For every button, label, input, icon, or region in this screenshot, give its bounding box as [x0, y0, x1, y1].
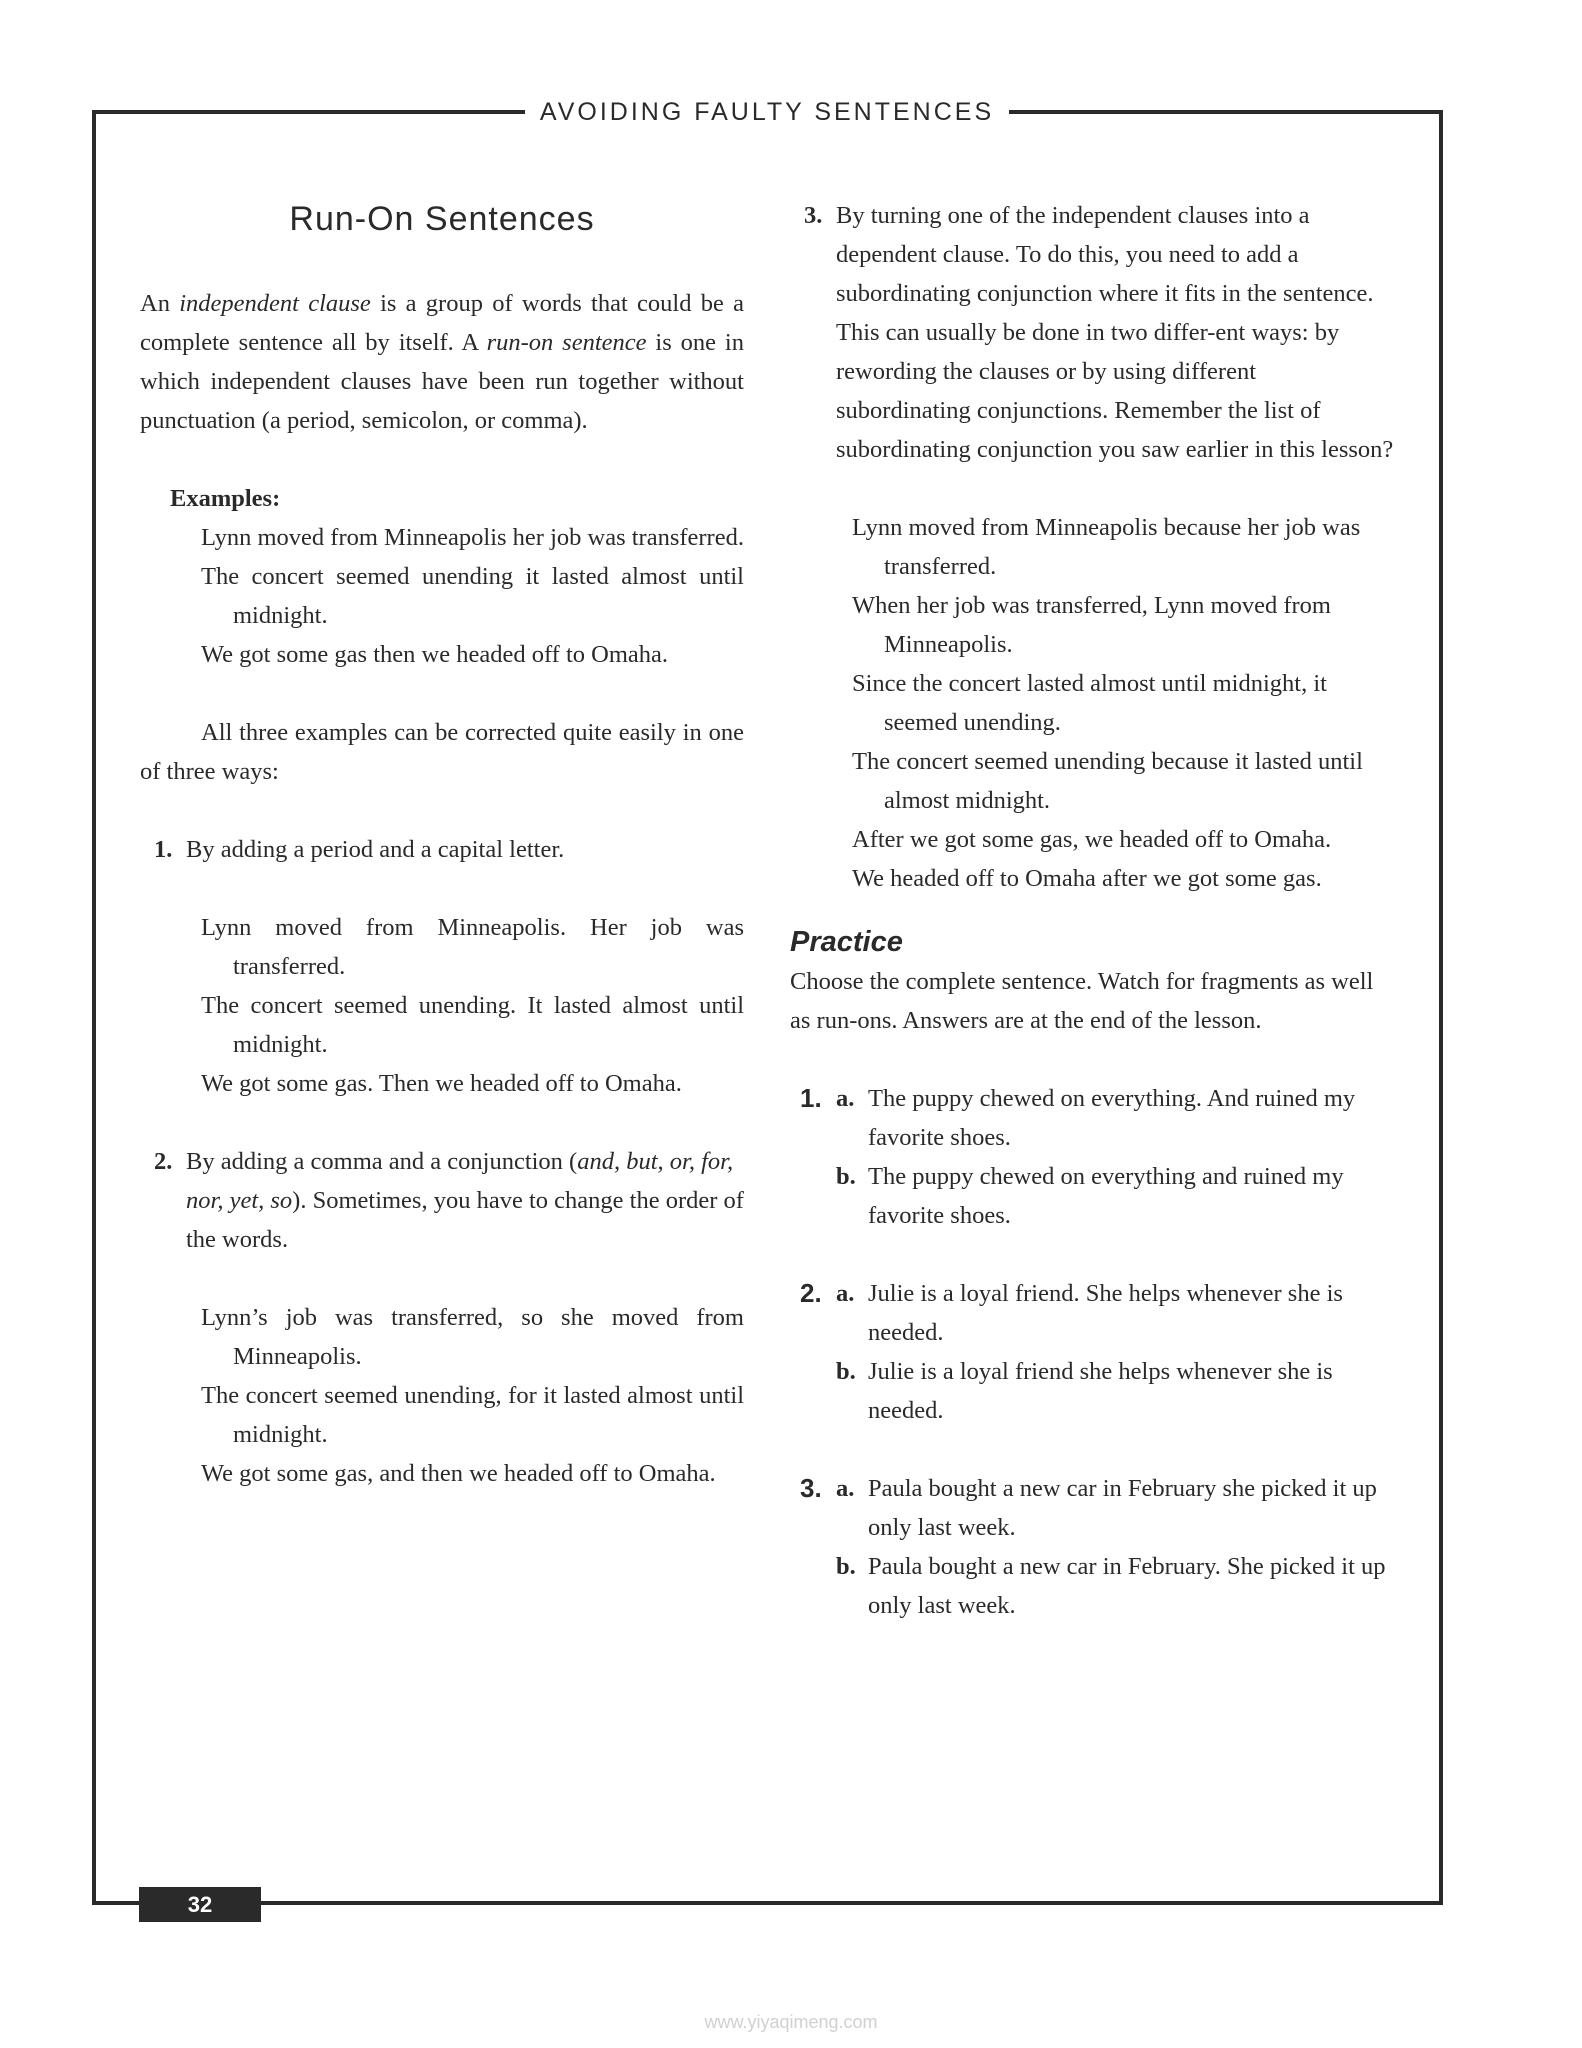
- method-number: 3.: [804, 202, 823, 229]
- example-item: When her job was transferred, Lynn moved from Minneapolis.: [852, 592, 1331, 658]
- example-item: Since the concert lasted almost until midnight, it seemed unending.: [852, 670, 1327, 736]
- method-text: By turning one of the independent clauses into a dependent clause. To do this, you need to add a subordinating conjunction where it fits in the sentence. This can usually be done in two differ-ent ways: by rewording the clauses or by using different subordinating conjunctions. Remember the list of subordinating conjunction you saw earlier in this lesson?: [836, 202, 1394, 463]
- example-item: We headed off to Omaha after we got some gas.: [852, 865, 1322, 892]
- examples-list: [140, 518, 744, 674]
- practice-question-1: [790, 1079, 1395, 1235]
- method-text: By adding a period and a capital letter.: [186, 836, 565, 863]
- option-text: The puppy chewed on everything. And ruined my favorite shoes.: [868, 1085, 1356, 1151]
- practice-heading: Practice: [790, 926, 903, 958]
- conjunction-list: and, but, or, for, nor, yet, so: [186, 1148, 734, 1214]
- answer-option-a[interactable]: [790, 1469, 1395, 1547]
- method-number: 2.: [154, 1148, 173, 1175]
- option-letter: a.: [836, 1085, 855, 1112]
- option-text: The puppy chewed on everything and ruined my favorite shoes.: [868, 1163, 1344, 1229]
- term-run-on-sentence: run-on sentence: [486, 329, 647, 356]
- option-letter: b.: [836, 1553, 856, 1580]
- example-item: The concert seemed unending. It lasted almost until midnight.: [201, 992, 744, 1058]
- example-item: We got some gas. Then we headed off to Omaha.: [201, 1070, 682, 1097]
- page-title: Run-On Sentences: [289, 200, 595, 238]
- examples-label: Examples:: [170, 485, 281, 512]
- answer-option-b[interactable]: [790, 1352, 1395, 1430]
- correction-intro: All three examples can be corrected quite easily in one of three ways:: [140, 719, 744, 785]
- page-number: 32: [139, 1887, 261, 1922]
- frame-right-rule: [1439, 110, 1443, 1905]
- option-letter: a.: [836, 1475, 855, 1502]
- answer-option-b[interactable]: [790, 1547, 1395, 1625]
- intro-paragraph: An independent clause is a group of words that could be a complete sentence all by itself. A run-on sentence is one in which independent clauses have been run together without punctuation (a period, semicolon, or comma).: [140, 290, 745, 434]
- question-number: 1.: [800, 1083, 822, 1113]
- term-independent-clause: independent clause: [179, 290, 371, 317]
- option-letter: a.: [836, 1280, 855, 1307]
- example-item: Lynn moved from Minneapolis her job was transferred.: [201, 524, 744, 551]
- frame-top-right-rule: [1009, 110, 1443, 114]
- left-column: [140, 196, 744, 1493]
- option-text: Julie is a loyal friend. She helps whenever she is needed.: [868, 1280, 1343, 1346]
- method-number: 1.: [154, 836, 173, 863]
- right-column: [790, 196, 1395, 1625]
- option-text: Paula bought a new car in February she picked it up only last week.: [868, 1475, 1377, 1541]
- method-3-examples: [790, 508, 1395, 898]
- example-item: Lynn’s job was transferred, so she moved from Minneapolis.: [201, 1304, 744, 1370]
- option-text: Paula bought a new car in February. She picked it up only last week.: [868, 1553, 1386, 1619]
- method-3: [790, 196, 1395, 469]
- frame-top-left-rule: [92, 110, 525, 114]
- frame-left-rule: [92, 110, 96, 1905]
- question-number: 3.: [800, 1473, 822, 1503]
- example-item: Lynn moved from Minneapolis. Her job was transferred.: [201, 914, 744, 980]
- example-item: The concert seemed unending it lasted almost until midnight.: [201, 563, 744, 629]
- question-number: 2.: [800, 1278, 822, 1308]
- answer-option-a[interactable]: [790, 1274, 1395, 1352]
- example-item: After we got some gas, we headed off to Omaha.: [852, 826, 1332, 853]
- option-letter: b.: [836, 1358, 856, 1385]
- example-item: The concert seemed unending, for it lasted almost until midnight.: [201, 1382, 744, 1448]
- watermark: www.yiyaqimeng.com: [704, 2012, 878, 2032]
- option-text: Julie is a loyal friend she helps whenever she is needed.: [868, 1358, 1333, 1424]
- example-item: We got some gas then we headed off to Omaha.: [201, 641, 669, 668]
- practice-instructions: Choose the complete sentence. Watch for fragments as well as run-ons. Answers are at the end of the lesson.: [790, 968, 1374, 1034]
- method-2: 2. By adding a comma and a conjunction (and, but, or, for, nor, yet, so). Sometimes, you have to change the order of the words.: [140, 1142, 744, 1259]
- option-letter: b.: [836, 1163, 856, 1190]
- example-item: Lynn moved from Minneapolis because her job was transferred.: [852, 514, 1361, 580]
- answer-option-a[interactable]: [790, 1079, 1395, 1157]
- practice-question-3: [790, 1469, 1395, 1625]
- answer-option-b[interactable]: [790, 1157, 1395, 1235]
- method-1-examples: [140, 908, 744, 1103]
- method-2-examples: [140, 1298, 744, 1493]
- example-item: We got some gas, and then we headed off to Omaha.: [201, 1460, 716, 1487]
- example-item: The concert seemed unending because it lasted until almost midnight.: [852, 748, 1363, 814]
- practice-question-2: [790, 1274, 1395, 1430]
- method-1: [140, 830, 744, 869]
- running-header: AVOIDING FAULTY SENTENCES: [539, 98, 995, 126]
- frame-bottom-rule: [92, 1901, 1443, 1905]
